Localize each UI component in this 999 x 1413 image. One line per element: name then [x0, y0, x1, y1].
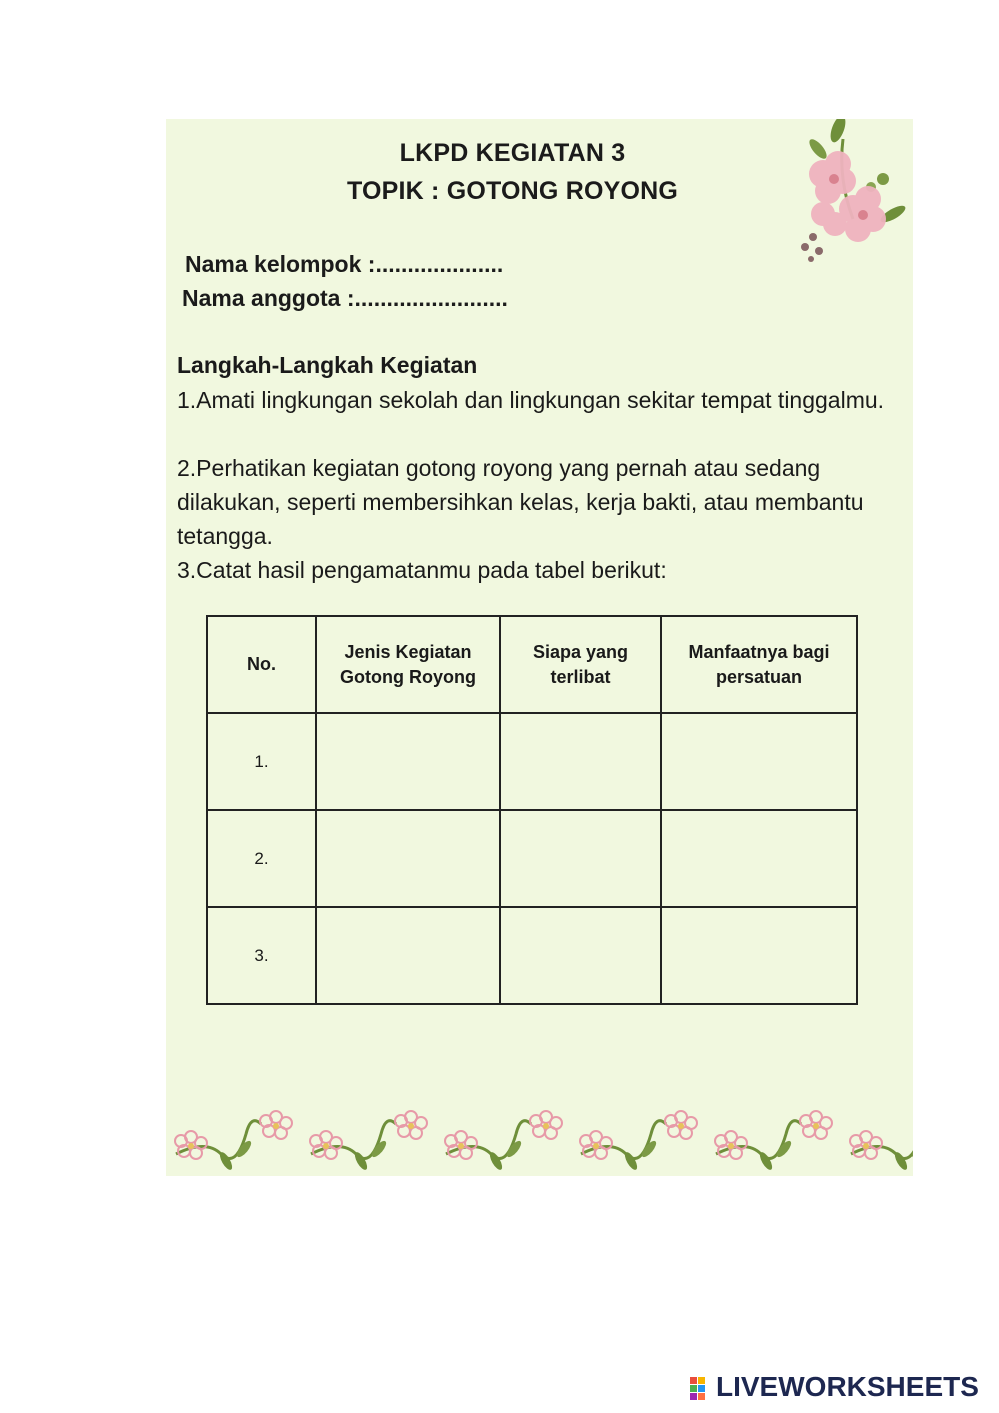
worksheet-page [166, 119, 913, 1176]
benefit-cell[interactable] [661, 713, 857, 810]
activity-cell[interactable] [316, 810, 500, 907]
activity-cell[interactable] [316, 907, 500, 1004]
step-1: 1.Amati lingkungan sekolah dan lingkungan sekitar tempat tinggalmu. [177, 387, 885, 413]
group-name-field: Nama kelompok :.................... [185, 251, 504, 277]
table-row [207, 810, 857, 907]
table-header-row [207, 616, 857, 713]
header-activity-label: Jenis Kegiatan Gotong Royong [340, 641, 476, 687]
table-row [207, 907, 857, 1004]
header-activity [316, 616, 500, 713]
header-involved [500, 616, 661, 713]
involved-cell[interactable] [500, 810, 661, 907]
row-number: 2. [207, 810, 316, 907]
header-benefit [661, 616, 857, 713]
steps-heading: Langkah-Langkah Kegiatan [177, 352, 478, 378]
flower-border-icon [166, 1099, 913, 1176]
header-benefit-label: Manfaatnya bagi persatuan [688, 641, 830, 687]
liveworksheets-logo-icon [690, 1377, 714, 1401]
page-subtitle: TOPIK : GOTONG ROYONG [346, 177, 679, 205]
benefit-cell[interactable] [661, 810, 857, 907]
activity-cell[interactable] [316, 713, 500, 810]
benefit-cell[interactable] [661, 907, 857, 1004]
observation-table [206, 615, 858, 1005]
page-title: LKPD KEGIATAN 3 [399, 139, 626, 167]
table-row [207, 713, 857, 810]
involved-cell[interactable] [500, 907, 661, 1004]
members-field: Nama anggota :........................ [182, 285, 508, 311]
involved-cell[interactable] [500, 713, 661, 810]
row-number: 1. [207, 713, 316, 810]
step-2: 2.Perhatikan kegiatan gotong royong yang pernah atau sedang dilakukan, seperti membersihkan kelas, kerja bakti, atau membantu tetangga. [177, 455, 864, 549]
row-number: 3. [207, 907, 316, 1004]
step-3: 3.Catat hasil pengamatanmu pada tabel berikut: [177, 557, 667, 583]
liveworksheets-brand[interactable]: LIVEWORKSHEETS [716, 1371, 979, 1402]
header-involved-label: Siapa yang terlibat [532, 641, 629, 687]
header-no: No. [207, 616, 316, 713]
